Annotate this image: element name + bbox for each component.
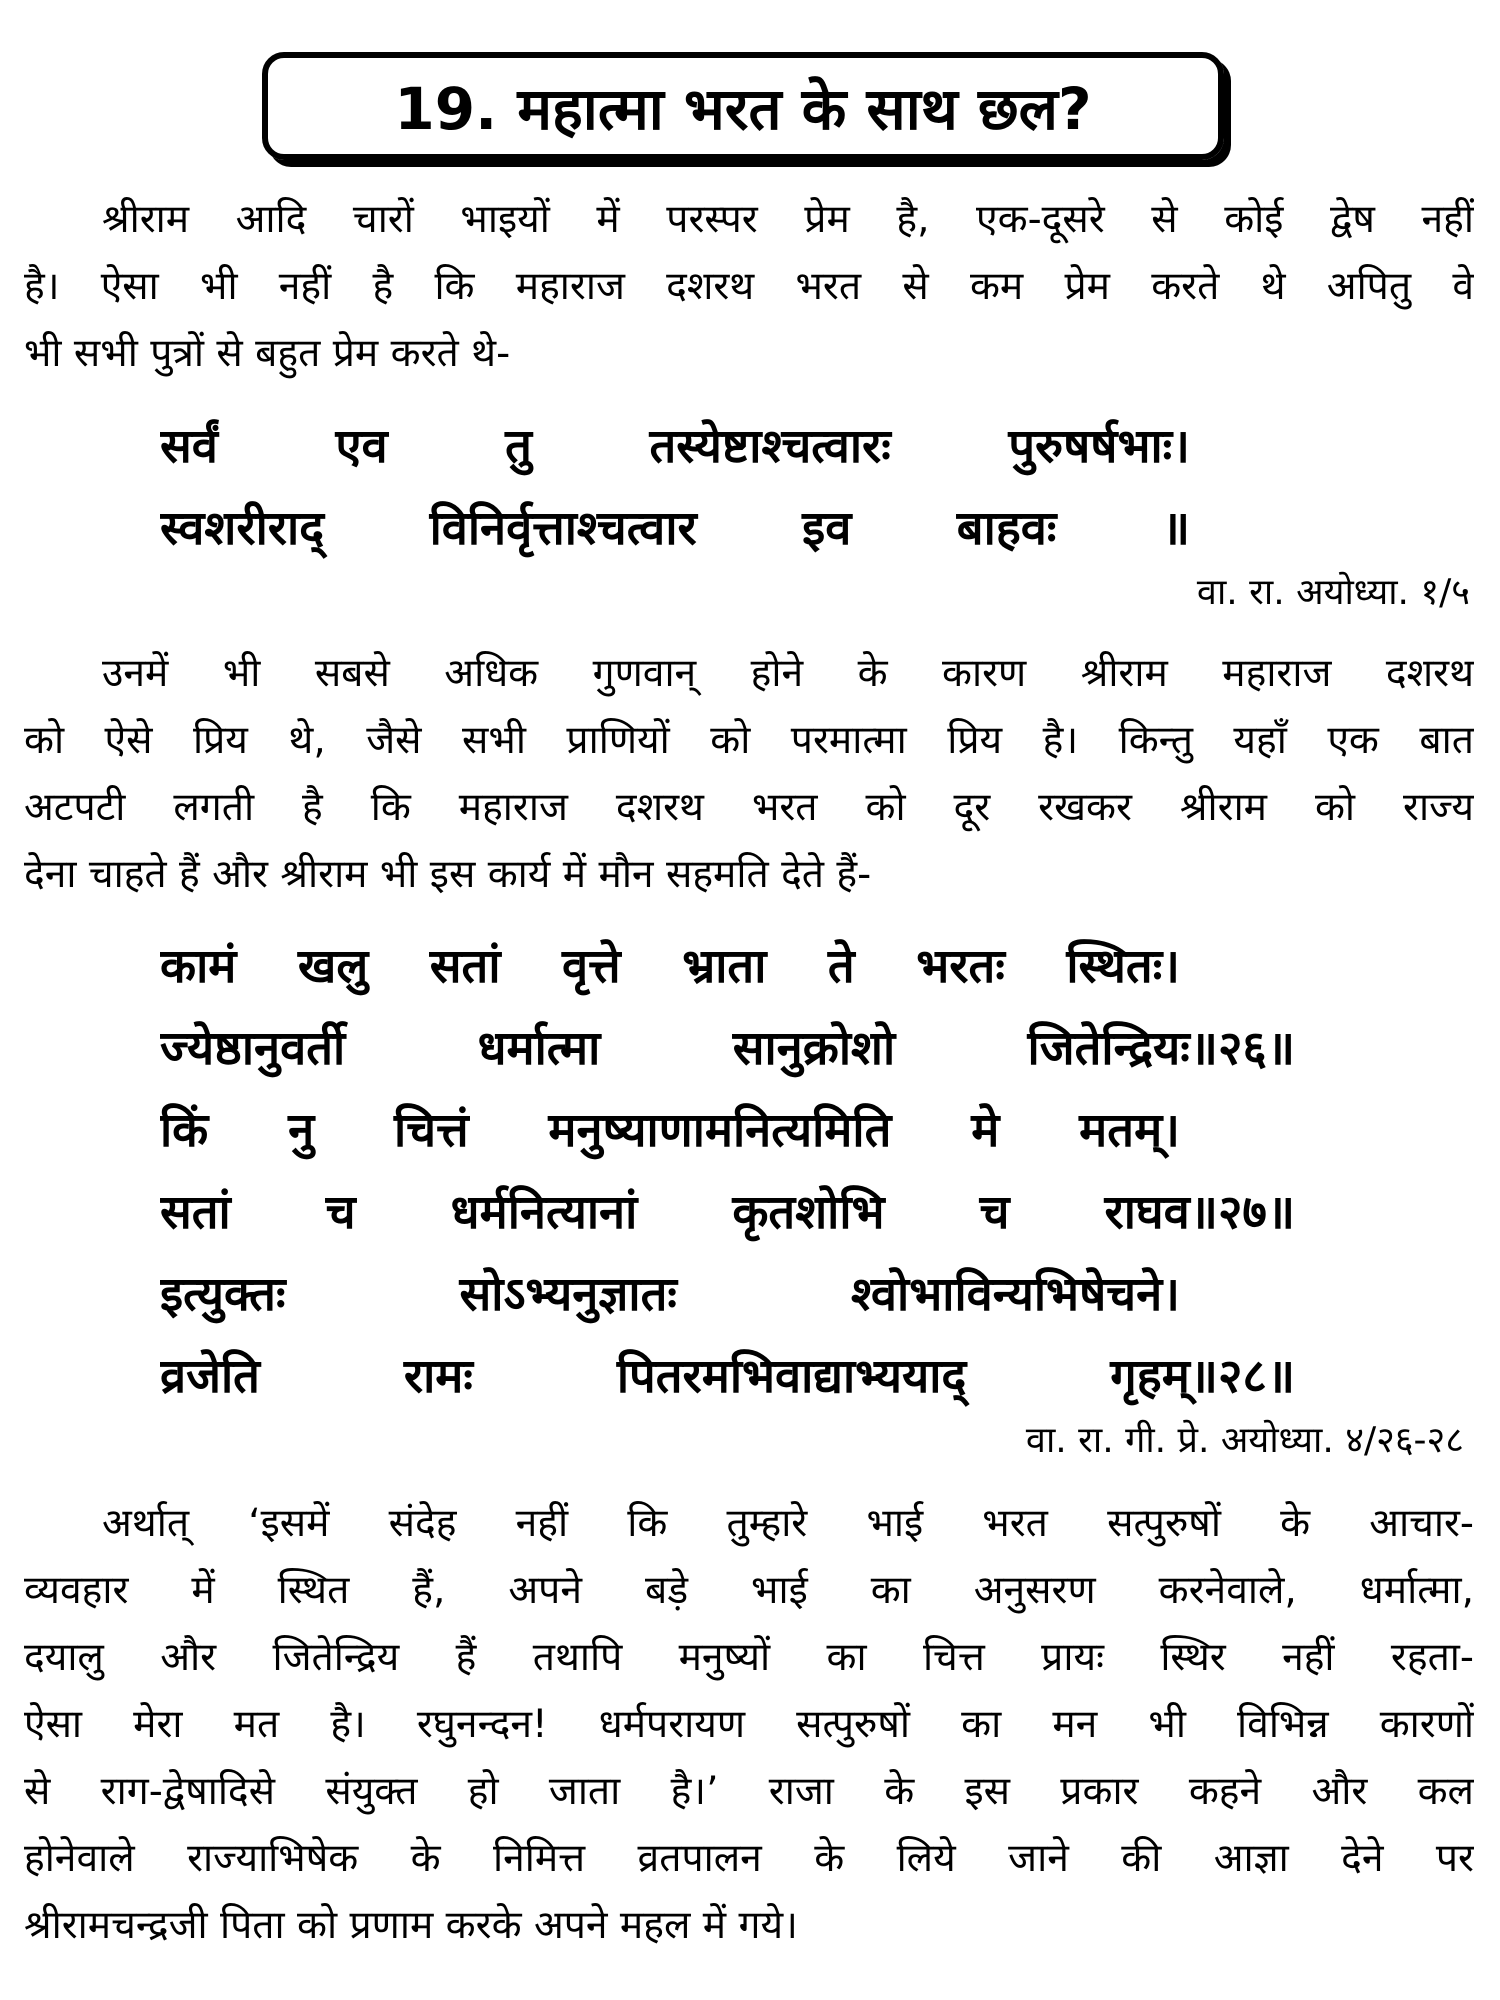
reference-2: वा. रा. गी. प्रे. अयोध्या. ४/२६-२८: [1025, 1420, 1464, 1461]
verse1-line-2: स्वशरीराद् विनिर्वृत्ताश्चत्वार इव बाहवः ॥: [160, 501, 1190, 556]
para3-line-7: श्रीरामचन्द्रजी पिता को प्रणाम करके अपने महल में गये।: [24, 1903, 798, 1948]
para3-line-5: से राग-द्वेषादिसे संयुक्त हो जाता है।’ राजा के इस प्रकार कहने और कल: [24, 1769, 1474, 1814]
para3-line-4: ऐसा मेरा मत है। रघुनन्दन! धर्मपरायण सत्पुरुषों का मन भी विभिन्न कारणों: [24, 1702, 1474, 1747]
para3-line-6: होनेवाले राज्याभिषेक के निमित्त व्रतपालन के लिये जाने की आज्ञा देने पर: [24, 1836, 1474, 1881]
verse2-line-5: इत्युक्तः सोऽभ्यनुज्ञातः श्वोभाविन्यभिषेचने।: [160, 1267, 1180, 1322]
para2-line-1: उनमें भी सबसे अधिक गुणवान् होने के कारण श्रीराम महाराज दशरथ: [102, 651, 1474, 696]
verse1-line-1: सर्वं एव तु तस्येष्टाश्चत्वारः पुरुषर्षभाः।: [160, 419, 1190, 474]
verse2-line-3: किं नु चित्तं मनुष्याणामनित्यमिति मे मतम्।: [160, 1103, 1180, 1158]
para1-line-1: श्रीराम आदि चारों भाइयों में परस्पर प्रेम है, एक-दूसरे से कोई द्वेष नहीं: [102, 197, 1474, 242]
verse2-line-2: ज्येष्ठानुवर्ती धर्मात्मा सानुक्रोशो जितेन्द्रियः॥२६॥: [160, 1021, 1295, 1076]
para1-line-2: है। ऐसा भी नहीं है कि महाराज दशरथ भरत से कम प्रेम करते थे अपितु वे: [24, 264, 1474, 309]
para3-line-3: दयालु और जितेन्द्रिय हैं तथापि मनुष्यों का चित्त प्रायः स्थिर नहीं रहता-: [24, 1635, 1474, 1680]
reference-1: वा. रा. अयोध्या. १/५: [1196, 572, 1470, 613]
chapter-title: 19. महात्मा भरत के साथ छल?: [394, 74, 1092, 143]
verse2-line-1: कामं खलु सतां वृत्ते भ्राता ते भरतः स्थितः।: [160, 939, 1180, 994]
verse2-line-4: सतां च धर्मनित्यानां कृतशोभि च राघव॥२७॥: [160, 1185, 1295, 1240]
verse2-line-6: व्रजेति रामः पितरमभिवाद्याभ्ययाद् गृहम्॥२८॥: [160, 1349, 1295, 1404]
para2-line-4: देना चाहते हैं और श्रीराम भी इस कार्य में मौन सहमति देते हैं-: [24, 852, 872, 897]
para2-line-3: अटपटी लगती है कि महाराज दशरथ भरत को दूर रखकर श्रीराम को राज्य: [24, 785, 1474, 830]
para3-line-2: व्यवहार में स्थित हैं, अपने बड़े भाई का अनुसरण करनेवाले, धर्मात्मा,: [24, 1568, 1474, 1613]
chapter-title-box: [262, 52, 1224, 160]
para2-line-2: को ऐसे प्रिय थे, जैसे सभी प्राणियों को परमात्मा प्रिय है। किन्तु यहाँ एक बात: [24, 718, 1474, 763]
para1-line-3: भी सभी पुत्रों से बहुत प्रेम करते थे-: [24, 331, 511, 376]
para3-line-1: अर्थात् ‘इसमें संदेह नहीं कि तुम्हारे भाई भरत सत्पुरुषों के आचार-: [102, 1501, 1474, 1546]
